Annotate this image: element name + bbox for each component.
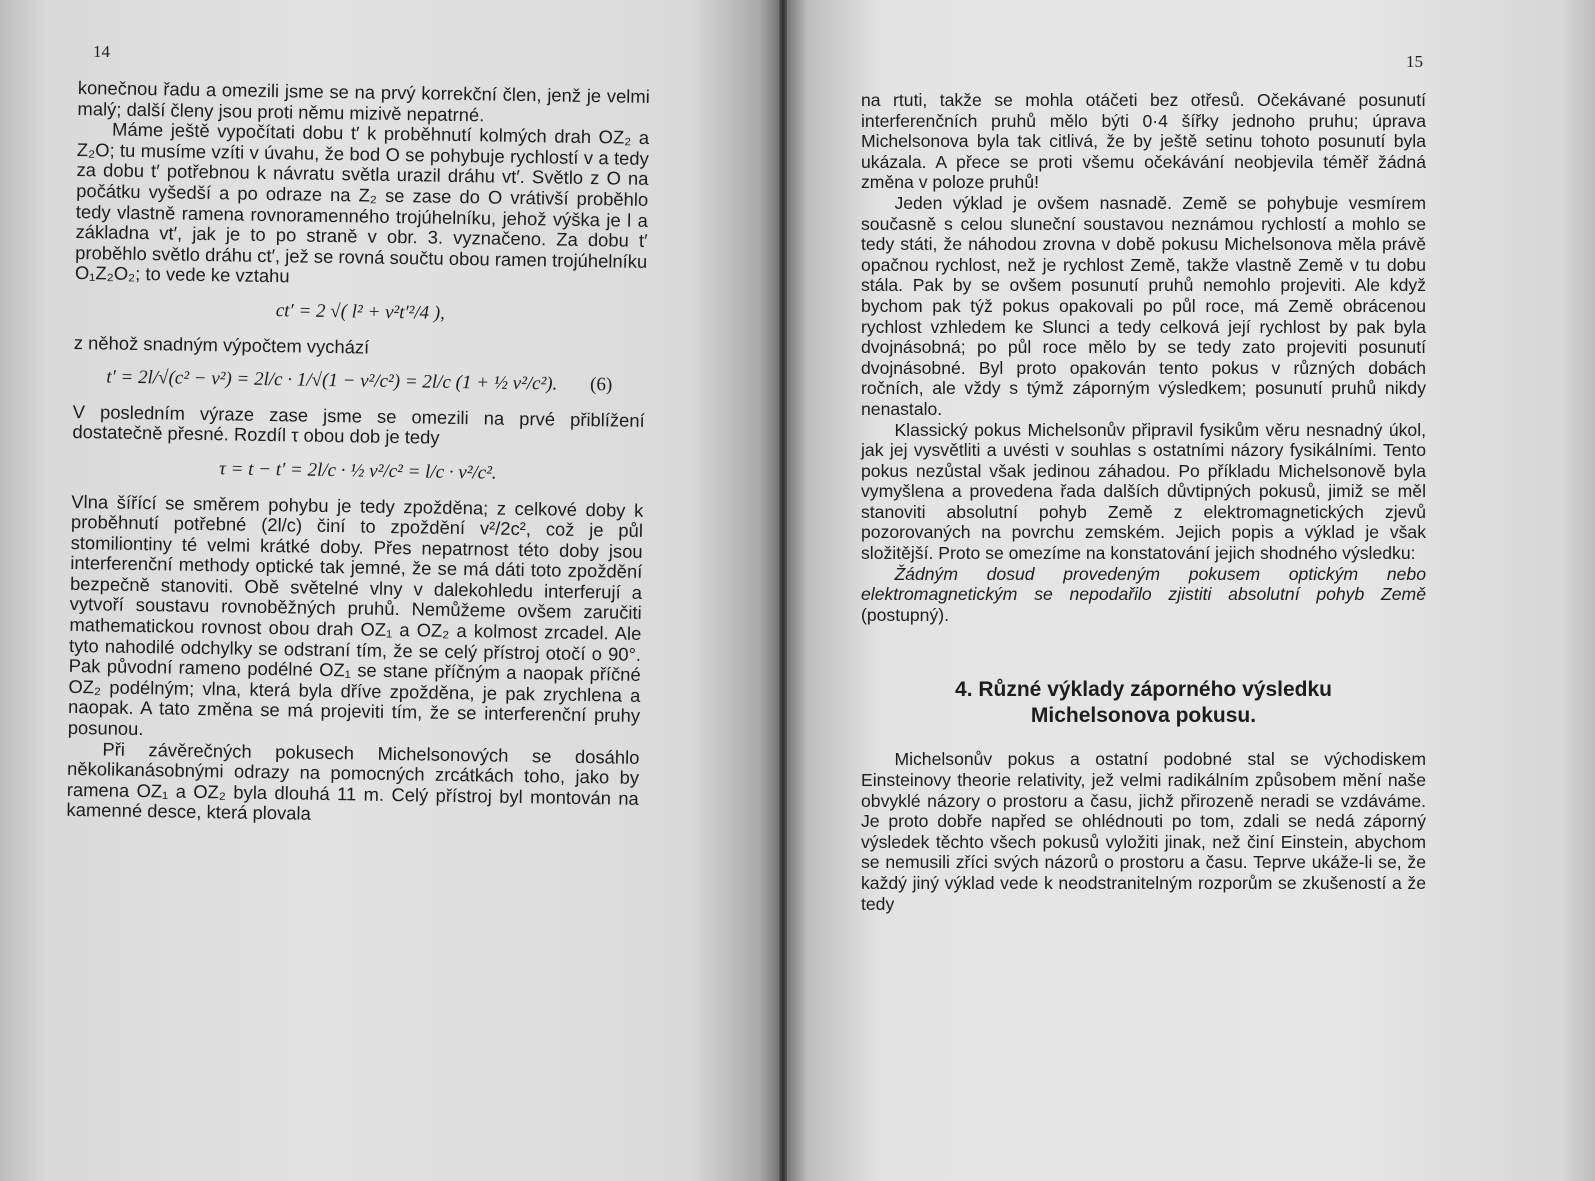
left-page-text — [66, 78, 650, 830]
paragraph: Klassický pokus Michelsonův připravil fysikům věru nesnadný úkol, jak jej vysvětliti a uvésti v souhlas s ostatními názory fysikálními. Tento pokus nezůstal však jedinou záhadou. Po příkladu Michelsonově byla vymyšlena a provedena řada dalších důvtipných pokusů, jimiž se měl stanoviti absolutní pohyb Země z elektromagnetických zjevů pozorovaných na povrchu zemském. Jejich popis a výklad je však složitější. Proto se omezíme na konstatování jejich shodného výsledku: — [861, 419, 1426, 564]
paragraph: Vlna šířící se směrem pohybu je tedy zpožděna; z celkové doby k proběhnutí potřebné (2l/c) činí to zpoždění v²/2c², což je půl stomiliontiny té velmi krátké doby. Přes nepatrnost této doby jsou interferenční methody optické tak jemné, že se má dáti toto zpoždění bezpečně stanoviti. Obě světelné vlny v dalekohledu interferují a vytvoří soustavu rovnoběžných pruhů. Nemůžeme ovšem zaručiti mathematickou rovnost obou drah OZ₁ a OZ₂ a kolmost zrcadel. Ale tyto nahodilé odchylky se odstraní tím, že se celý přístroj otočí o 90°. Pak původní rameno podélné OZ₁ se stane příčným a naopak příčné OZ₂ podélným; vlna, která byla dříve zpožděna, je pak zrychlena a naopak. A tato změna se má projeviti tím, že se interferenční pruhy posunou. — [67, 490, 644, 740]
paragraph: konečnou řadu a omezili jsme se na prvý korrekční člen, jenž je velmi malý; další členy jsou proti němu mizivě nepatrné. — [77, 77, 650, 125]
page-number-right: 15 — [1406, 52, 1423, 71]
paragraph: Jeden výklad je ovšem nasnadě. Země se pohybuje vesmírem současně s celou sluneční soustavou neznámou rychlostí a mohlo se tedy státi, že náhodou zrovna v době pokusu Michelsonova měla právě opačnou rychlost, než je rychlost Země, takže vlastně Země v tu dobu stála. Pak by se ovšem posunutí pruhů nemohlo projeviti. Ale když bychom pak týž pokus opakovali po půl roce, má Země obrácenou rychlost vzhledem ke Slunci a tedy celková její rychlost by pak byla dvojnásobná; po půl roce mělo by se tedy zato projeviti posunutí dvojnásobné. Byl proto opakován tento pokus v různých dobách ročních, ale vždy s týmž záporným výsledkem; posunutí pruhů nikdy nenastalo. — [861, 192, 1426, 419]
section-heading-line-2: Michelsonova pokusu. — [1030, 704, 1257, 728]
right-page — [783, 0, 1595, 1181]
equation-6-body: t′ = 2l/√(c² − v²) = 2l/c · 1/√(1 − v²/c²) = 2l/c (1 + ½ v²/c²). — [106, 366, 558, 395]
paragraph: Při závěrečných pokusech Michelsonových se dosáhlo několikanásobnými odrazy na pomocných zrcátkách toho, jako by ramena OZ₁ a OZ₂ byla dlouhá 11 m. Celý přístroj byl montován na kamenné desce, která plovala — [66, 738, 640, 825]
equation-1: ct′ = 2 √( l² + v²t′²/4 ), — [275, 300, 446, 324]
section-heading-line-1: 4. Různé výklady záporného výsledku — [955, 678, 1332, 702]
equation-number: (6) — [589, 374, 613, 396]
equation-6 — [73, 367, 645, 397]
right-page-text — [861, 90, 1426, 914]
section-heading — [861, 677, 1426, 729]
italic-statement — [861, 564, 1426, 626]
book-gutter — [779, 0, 787, 1181]
paragraph: V posledním výraze zase jsme se omezili na prvé přiblížení dostatečně přesné. Rozdíl τ obou dob je tedy — [72, 400, 645, 449]
paragraph: z něhož snadným výpočtem vychází — [73, 331, 370, 358]
left-page — [0, 0, 783, 1181]
page-number-left: 14 — [93, 42, 110, 61]
paragraph: na rtuti, takže se mohla otáčeti bez otřesů. Očekávané posunutí interferenčních pruhů mělo býti 0·4 šířky jednoho pruhu; úprava Michelsonova byla tak citlivá, že by ještě setinu tohoto posunutí byla ukázala. A přece se proti všemu očekávání neobjevila téměř žádná změna v poloze pruhů! — [861, 90, 1426, 193]
paragraph: Michelsonův pokus a ostatní podobné stal se východiskem Einsteinovy theorie relativity, jež velmi radikálním způsobem mění naše obvyklé názory o prostoru a času, jichž přirozeně neradi se vzdáváme. Je proto dobře napřed se ohlédnouti po tom, zdali se nedá záporný výsledek těchto všech pokusů vyložiti jinak, než činí Einstein, abychom se nemusili zříci svých názorů o prostoru a času. Teprve ukáže-li se, že každý jiný výklad vede k neodstranitelným rozporům se zkušeností a že tedy — [861, 749, 1426, 914]
italic-statement-text: Žádným dosud provedeným pokusem optickým nebo elektromagnetickým se nepodařilo zjistiti absolutní pohyb Země — [861, 563, 1426, 605]
italic-statement-tail: (postupný). — [861, 604, 950, 625]
paragraph: Máme ještě vypočítati dobu t′ k proběhnutí kolmých drah OZ₂ a Z₂O; tu musíme vzíti v úvahu, že bod O se pohybuje rychlostí v a tedy za dobu t′ potřebnou k návratu světla urazil dráhu vt′. Světlo z O na počátku vyšedší a po odraze na Z₂ se zase do O vrátivší proběhlo tedy vlastně ramena rovnoramenného trojúhelníku, jehož výška je l a základna vt′, jak je to po straně v obr. 3. vyznačeno. Za dobu t′ proběhlo světlo dráhu ct′, jež se rovná součtu obou ramen trojúhelníku O₁Z₂O₂; to vede ke vztahu — [74, 118, 650, 287]
equation-3: τ = t − t′ = 2l/c · ½ v²/c² = l/c · v²/c². — [218, 458, 497, 484]
